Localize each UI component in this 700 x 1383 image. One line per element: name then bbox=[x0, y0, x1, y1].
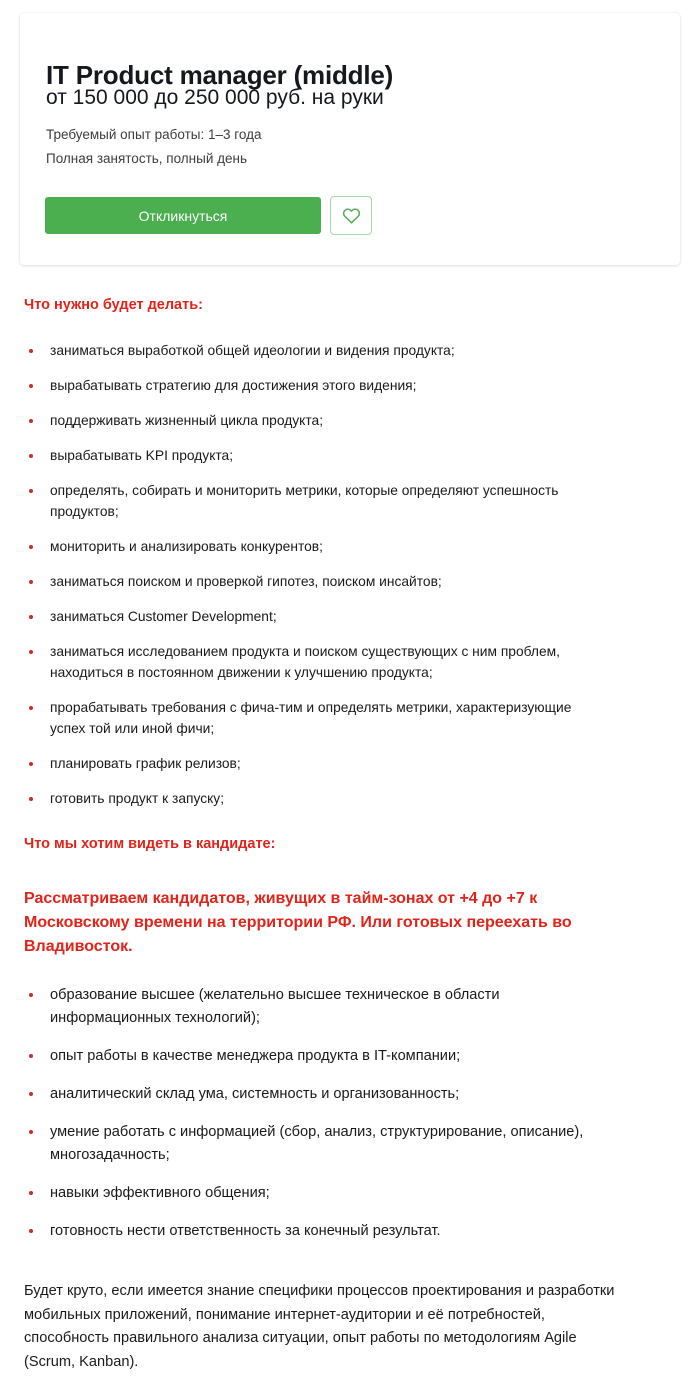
closing-paragraph: Будет круто, если имеется знание специфики процессов проектирования и разработки мобильных приложений, понимание интернет-аудитории и её потребностей, способность правильного анализа ситуации, опыт работы по методологиям Agile (Scrum, Kanban). bbox=[24, 1283, 615, 1370]
employment-type: Полная занятость, полный день bbox=[46, 151, 248, 167]
list-item: заниматься исследованием продукта и поиском существующих с ним проблем, находиться в постоянном движении к улучшению продукта; bbox=[27, 642, 587, 684]
list-item: навыки эффективного общения; bbox=[27, 1182, 607, 1205]
list-item: образование высшее (желательно высшее техническое в области информационных технологий); bbox=[27, 984, 607, 1030]
list-item: умение работать с информацией (сбор, анализ, структурирование, описание), многозадачность; bbox=[27, 1121, 607, 1167]
list-item: готовность нести ответственность за конечный результат. bbox=[27, 1220, 607, 1243]
salary-range: от 150 000 до 250 000 руб. на руки bbox=[46, 86, 384, 109]
duties-heading: Что нужно будет делать: bbox=[24, 297, 203, 313]
page-title: IT Product manager (middle) bbox=[46, 60, 394, 91]
list-item: мониторить и анализировать конкурентов; bbox=[27, 537, 587, 558]
requirements-list bbox=[27, 984, 607, 1258]
duties-list bbox=[27, 341, 587, 824]
list-item: вырабатывать KPI продукта; bbox=[27, 446, 587, 467]
list-item: готовить продукт к запуску; bbox=[27, 789, 587, 810]
list-item: определять, собирать и мониторить метрики, которые определяют успешность продуктов; bbox=[27, 481, 587, 523]
vacancy-header-card bbox=[20, 13, 680, 265]
experience-required: Требуемый опыт работы: 1–3 года bbox=[46, 127, 262, 142]
list-item: заниматься поиском и проверкой гипотез, поиском инсайтов; bbox=[27, 572, 587, 593]
list-item: прорабатывать требования с фича-тим и определять метрики, характеризующие успех той или иной фичи; bbox=[27, 698, 587, 740]
requirements-heading: Что мы хотим видеть в кандидате: bbox=[24, 836, 276, 852]
action-row bbox=[45, 196, 372, 235]
heart-icon bbox=[342, 207, 361, 224]
vacancy-meta bbox=[46, 123, 261, 171]
list-item: вырабатывать стратегию для достижения этого видения; bbox=[27, 376, 587, 397]
relocation-notice: Рассматриваем кандидатов, живущих в тайм-зонах от +4 до +7 к Московскому времени на территории РФ. Или готовых переехать во Владивосток. bbox=[24, 890, 572, 955]
list-item: заниматься выработкой общей идеологии и видения продукта; bbox=[27, 341, 587, 362]
list-item: планировать график релизов; bbox=[27, 754, 587, 775]
list-item: аналитический склад ума, системность и организованность; bbox=[27, 1083, 607, 1106]
list-item: заниматься Customer Development; bbox=[27, 607, 587, 628]
apply-button[interactable]: Откликнуться bbox=[45, 197, 321, 234]
list-item: опыт работы в качестве менеджера продукта в IT-компании; bbox=[27, 1045, 607, 1068]
list-item: поддерживать жизненный цикла продукта; bbox=[27, 411, 587, 432]
favorite-button[interactable] bbox=[330, 196, 372, 235]
